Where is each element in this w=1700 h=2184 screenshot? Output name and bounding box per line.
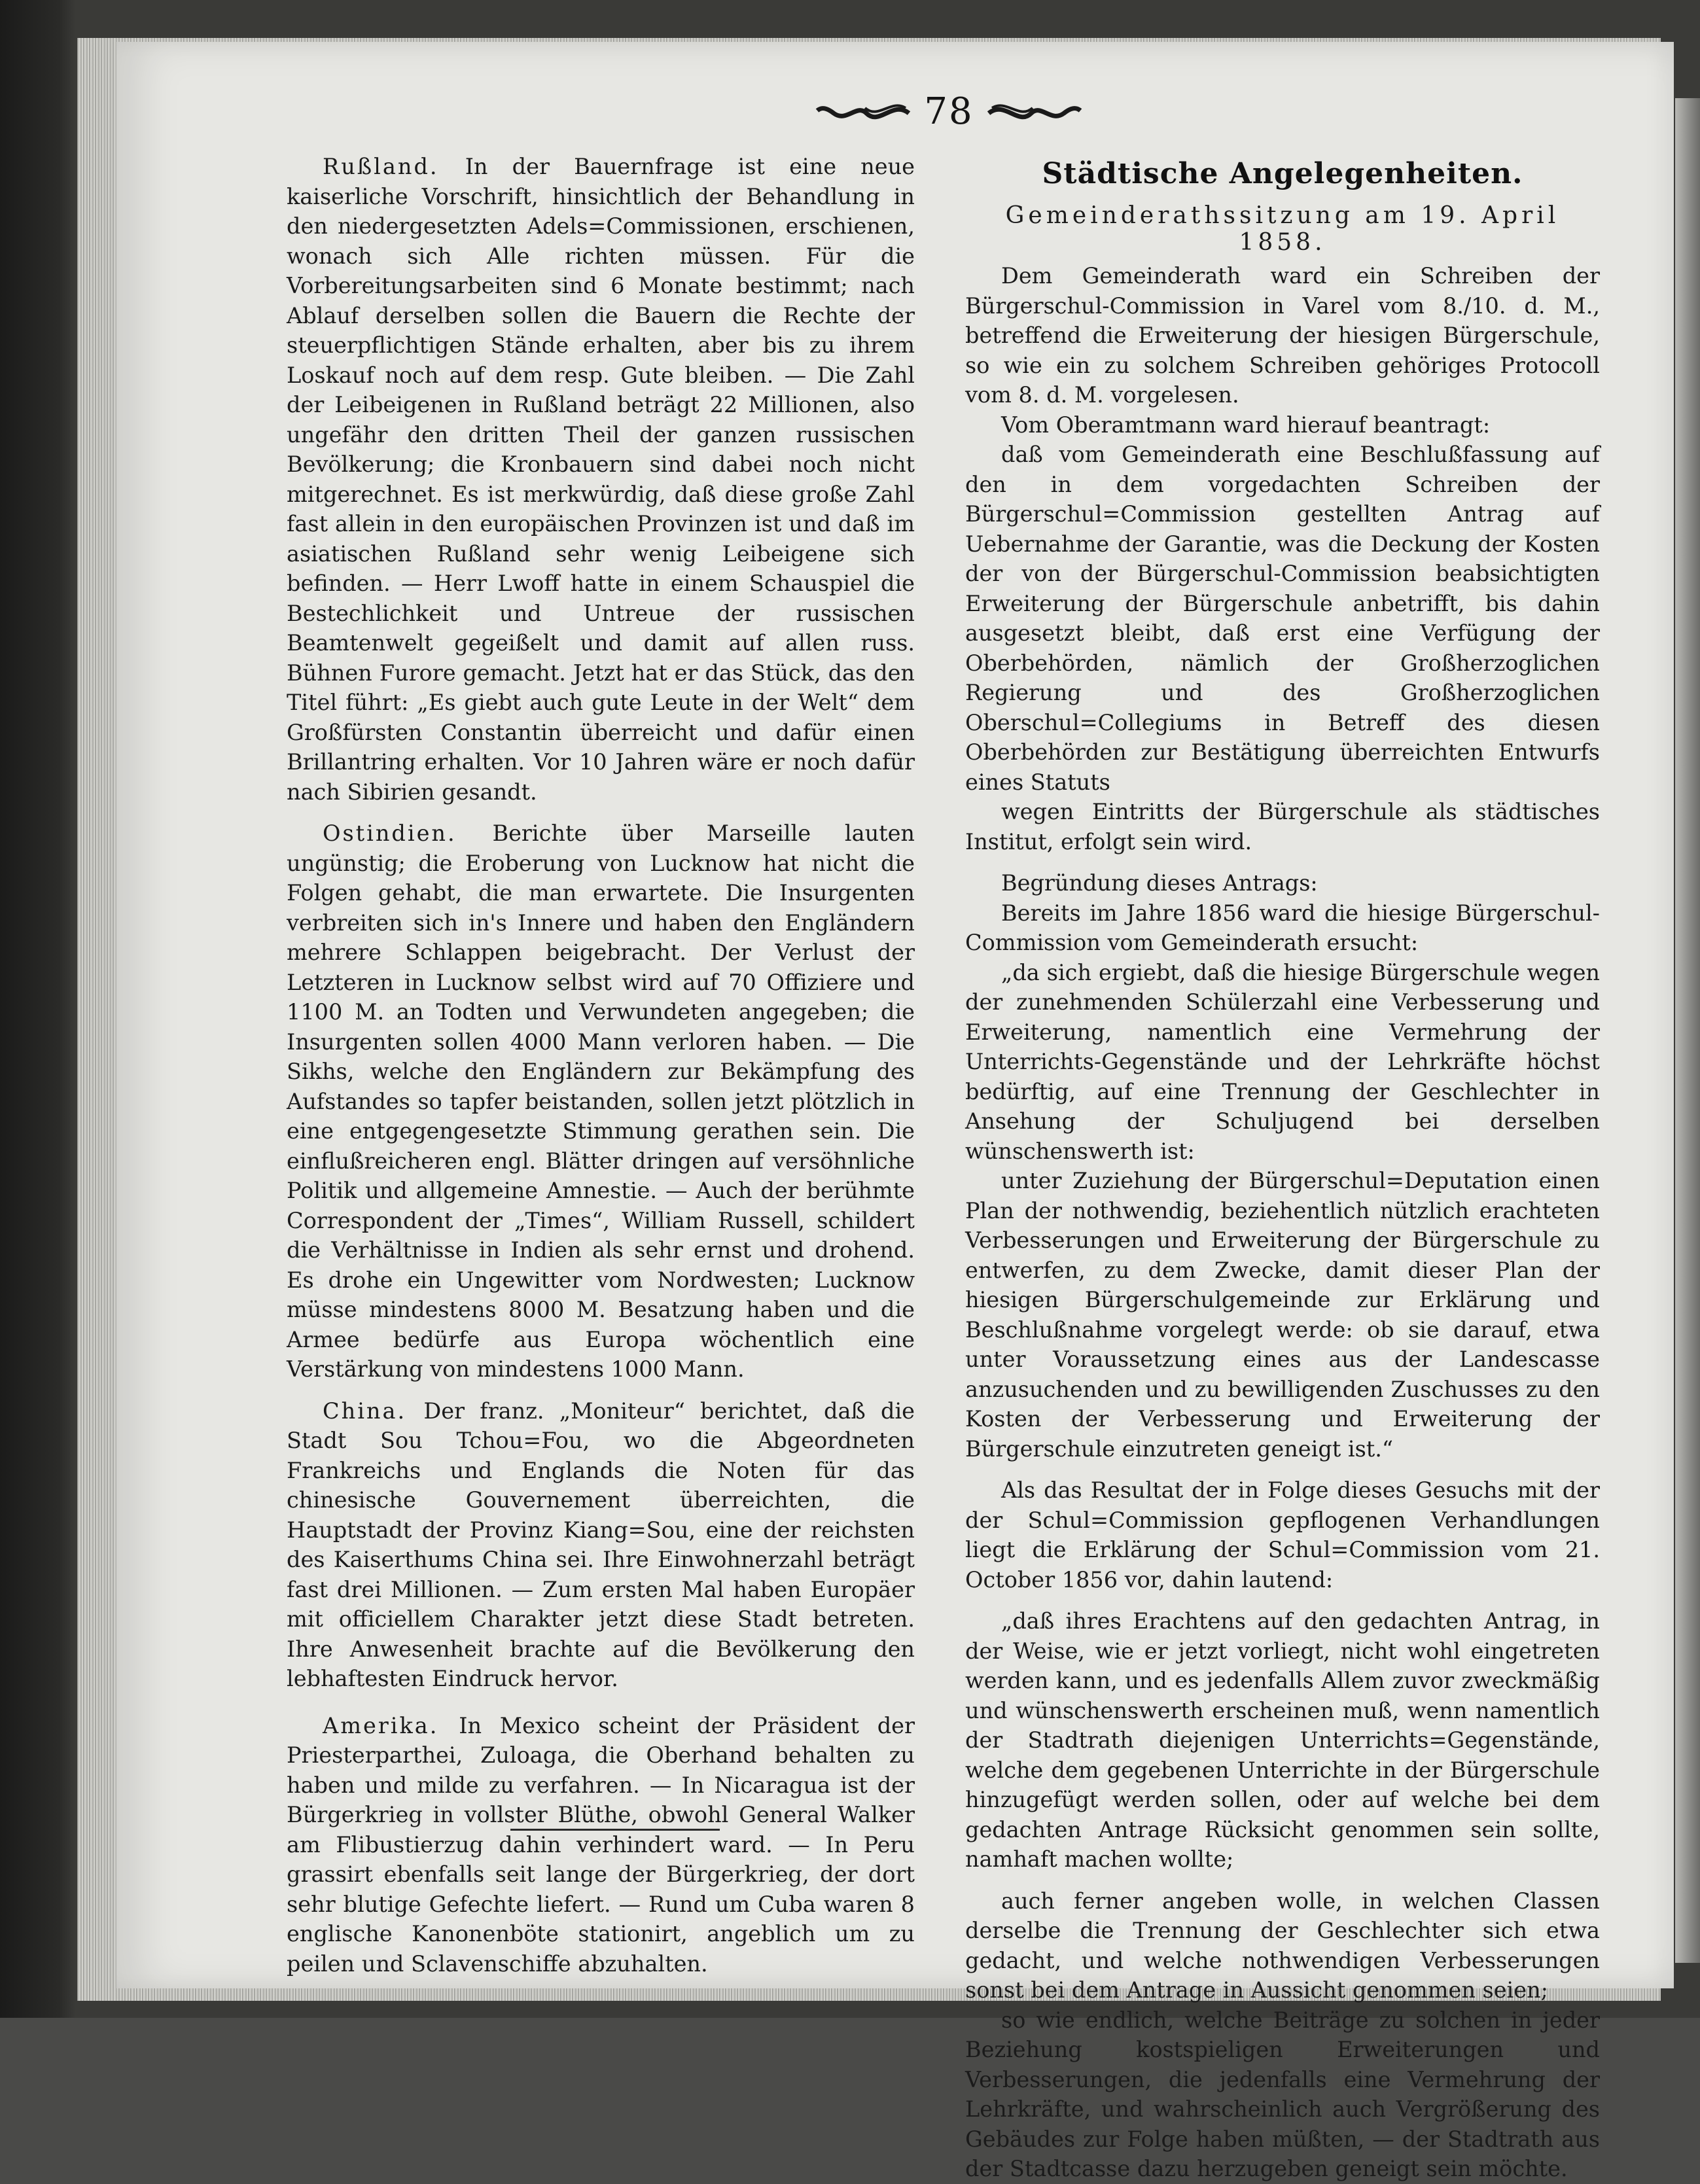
paragraph: Als das Resultat der in Folge dieses Gesuchs mit der der Schul=Commission gepflogenen Verhandlungen liegt die Erklärung der Schul=Commission vom 21. October 1856 vor, dahin lautend: (965, 1477, 1600, 1593)
right-ornament-icon (985, 94, 1084, 129)
article-lead: Ostindien. (323, 820, 493, 846)
quote-paragraph: unter Zuziehung der Bürgerschul=Deputation einen Plan der nothwendig, beziehentlich nützlich erachteten Verbesserungen und Erweiterung der Bürgerschule zu entwerfen, zu dem Zwecke, damit dieser Plan der hiesigen Bürgerschulgemeinde zur Erklärung und Beschlußnahme vorgelegt werde: ob sie darauf, etwa unter Voraussetzung eines aus der Landescasse anzusuchenden und zu bewilligenden Zuschusses zu den Kosten der Verbesserung und Erweiterung der Bürgerschule einzutreten geneigt ist.“ (965, 1168, 1600, 1462)
paragraph: daß vom Gemeinderath eine Beschlußfassung auf den in dem vorgedachten Schreiben der Bürgerschul=Commission gestellten Antrag auf Uebernahme der Garantie, was die Deckung der Kosten der von der Bürgerschul-Commission beabsichtigten Erweiterung der Bürgerschule anbetrifft, bis dahin ausgesetzt bleibt, daß erst eine Verfügung der Oberbehörden, nämlich der Großherzoglichen Regierung und des Großherzoglichen Oberschul=Collegiums in Betreff des diesen Oberbehörden zur Bestätigung überreichten Entwurfs eines Statuts (965, 442, 1600, 795)
article-lead: Rußland. (323, 154, 465, 179)
article-text: In der Bauernfrage ist eine neue kaiserliche Vorschrift, hinsichtlich der Behandlung in den niedergesetzten Adels=Commissionen, erschienen, wonach sich Alle richten müssen. Für die Vorbereitungsarbeiten sind 6 Monate bestimmt; nach Ablauf derselben sollen die Bauern die Rechte der steuerpflichtigen Stände erhalten, aber bis zu ihrem Loskauf noch auf dem resp. Gute bleiben. — Die Zahl der Leibeigenen in Rußland beträgt 22 Millionen, also ungefähr den dritten Theil der ganzen russischen Bevölkerung; die Kronbauern sind dabei noch nicht mitgerechnet. Es ist merkwürdig, daß diese große Zahl fast allein in den europäischen Provinzen ist und daß im asiatischen Rußland sehr wenig Leibeigene sich befinden. — Herr Lwoff hatte in einem Schauspiel die Bestechlichkeit und Untreue der russischen Beamtenwelt gegeißelt und damit auf allen russ. Bühnen Furore gemacht. Jetzt hat er das Stück, das den Titel führt: „Es giebt auch gute Leute in der Welt“ dem Großfürsten Constantin überreicht und dafür einen Brillantring erhalten. Vor 10 Jahren wäre er noch dafür nach Sibirien gesandt. (287, 154, 915, 805)
left-ornament-icon (814, 94, 912, 129)
article-lead: Amerika. (323, 1712, 459, 1738)
article-text: In Mexico scheint der Präsident der Priesterparthei, Zuloaga, die Oberhand behalten zu haben und milde zu verfahren. — In Nicaragua ist der Bürgerkrieg in vollster Blüthe, obwohl General Walker am Flibustierzug dahin verhindert ward. — In Peru grassirt ebenfalls seit lange der Bürgerkrieg, der dort sehr blutige Gefechte liefert. — Rund um Cuba waren 8 englische Kanonenböte stationirt, angeblich um zu peilen und Sclavenschiffe abzuhalten. (287, 1712, 915, 1977)
article-china (287, 1396, 915, 1694)
quote-paragraph: „da sich ergiebt, daß die hiesige Bürgerschule wegen der zunehmenden Schülerzahl eine Verbesserung und Erweiterung, namentlich eine Vermehrung der Unterrichts-Gegenstände und der Lehrkräfte höchst bedürftig, auf eine Trennung der Geschlechter in Ansehung der Schuljugend bei derselben wünschenswerth ist: (965, 959, 1600, 1164)
paragraph: wegen Eintritts der Bürgerschule als städtisches Institut, erfolgt sein wird. (965, 799, 1600, 854)
page-header (785, 85, 1112, 137)
article-america (287, 1711, 915, 1979)
end-rule-divider (510, 1829, 720, 1831)
left-column (287, 152, 915, 1979)
paragraph: Begründung dieses Antrags: (1001, 870, 1318, 896)
article-east-india (287, 819, 915, 1384)
right-column (965, 152, 1600, 2184)
meeting-title: Gemeinderathssitzung am 19. April 1858. (1005, 202, 1560, 256)
paragraph: Bereits im Jahre 1856 ward die hiesige Bürgerschul-Commission vom Gemeinderath ersucht: (965, 900, 1600, 955)
article-text: Der franz. „Moniteur“ berichtet, daß die Stadt Sou Tchou=Fou, wo die Abgeordneten Frankreichs und Englands die Noten für das chinesische Gouvernement überreichten, die Hauptstadt der Provinz Kiang=Sou, eine der reichsten des Kaiserthums China sei. Ihre Einwohnerzahl beträgt fast drei Millionen. — Zum ersten Mal haben Europäer mit officiellem Charakter jetzt diese Stadt betreten. Ihre Anwesenheit brachte auf die Bevölkerung den lebhaftesten Eindruck hervor. (287, 1398, 915, 1691)
article-lead: China. (323, 1398, 424, 1424)
article-text: Berichte über Marseille lauten ungünstig; die Eroberung von Lucknow hat nicht die Folgen gehabt, die man erwartete. Die Insurgenten verbreiten sich in's Innere und haben den Engländern mehrere Schlappen beigebracht. Der Verlust der Letzteren in Lucknow selbst wird auf 70 Offiziere und 1100 M. an Todten und Verwundeten angegeben; die Insurgenten sollen 4000 Mann verloren haben. — Die Sikhs, welche den Engländern zur Bekämpfung des Aufstandes so tapfer beistanden, sollen jetzt plötzlich in eine entgegengesetzte Stimmung gerathen sein. Die einflußreicheren engl. Blätter dringen auf versöhnliche Politik und allgemeine Amnestie. — Auch der berühmte Correspondent der „Times“, William Russell, schildert die Verhältnisse in Indien als sehr ernst und drohend. Es drohe ein Ungewitter vom Nordwesten; Lucknow müsse mindestens 8000 M. Besatzung haben und die Armee bedürfe aus Europa wöchentlich eine Verstärkung von mindestens 1000 Mann. (287, 820, 915, 1382)
page-number: 78 (924, 90, 974, 133)
paragraph: Dem Gemeinderath ward ein Schreiben der Bürgerschul-Commission in Varel vom 8./10. d. M., betreffend die Erweiterung der hiesigen Bürgerschule, so wie ein zu solchem Schreiben gehöriges Protocoll vom 8. d. M. vorgelesen. (965, 263, 1600, 408)
quote-paragraph: auch ferner angeben wolle, in welchen Classen derselbe die Trennung der Geschlechter sich etwa gedacht, und welche nothwendigen Verbesserungen sonst bei dem Antrage in Aussicht genommen seien; (965, 1888, 1600, 2003)
article-russia (287, 152, 915, 807)
quote-paragraph: „daß ihres Erachtens auf den gedachten Antrag, in der Weise, wie er jetzt vorliegt, nicht wohl eingetreten werden kann, und es jedenfalls Allem zuvor zweckmäßig und wünschenswerth erscheinen muß, wenn namentlich der Stadtrath diejenigen Unterrichts=Gegenstände, welche dem gegebenen Unterrichte in der Bürgerschule hinzugefügt werden sollen, oder auf welche bei dem gedachten Antrage Rücksicht genommen sein sollte, namhaft machen wollte; (965, 1608, 1600, 1872)
paragraph: Vom Oberamtmann ward hierauf beantragt: (1001, 412, 1491, 438)
quote-paragraph: so wie endlich, welche Beiträge zu solchen in jeder Beziehung kostspieligen Erweiterungen und Verbesserungen, die jedenfalls eine Vermehrung der Lehrkräfte, und wahrscheinlich auch Vergrößerung des Gebäudes zur Folge haben müßten, — der Stadtrath aus der Stadtcasse dazu herzugeben geneigt sein möchte. (965, 2007, 1600, 2181)
section-title: Städtische Angelegenheiten. (1042, 157, 1523, 190)
page-right-edge (1675, 98, 1700, 1963)
